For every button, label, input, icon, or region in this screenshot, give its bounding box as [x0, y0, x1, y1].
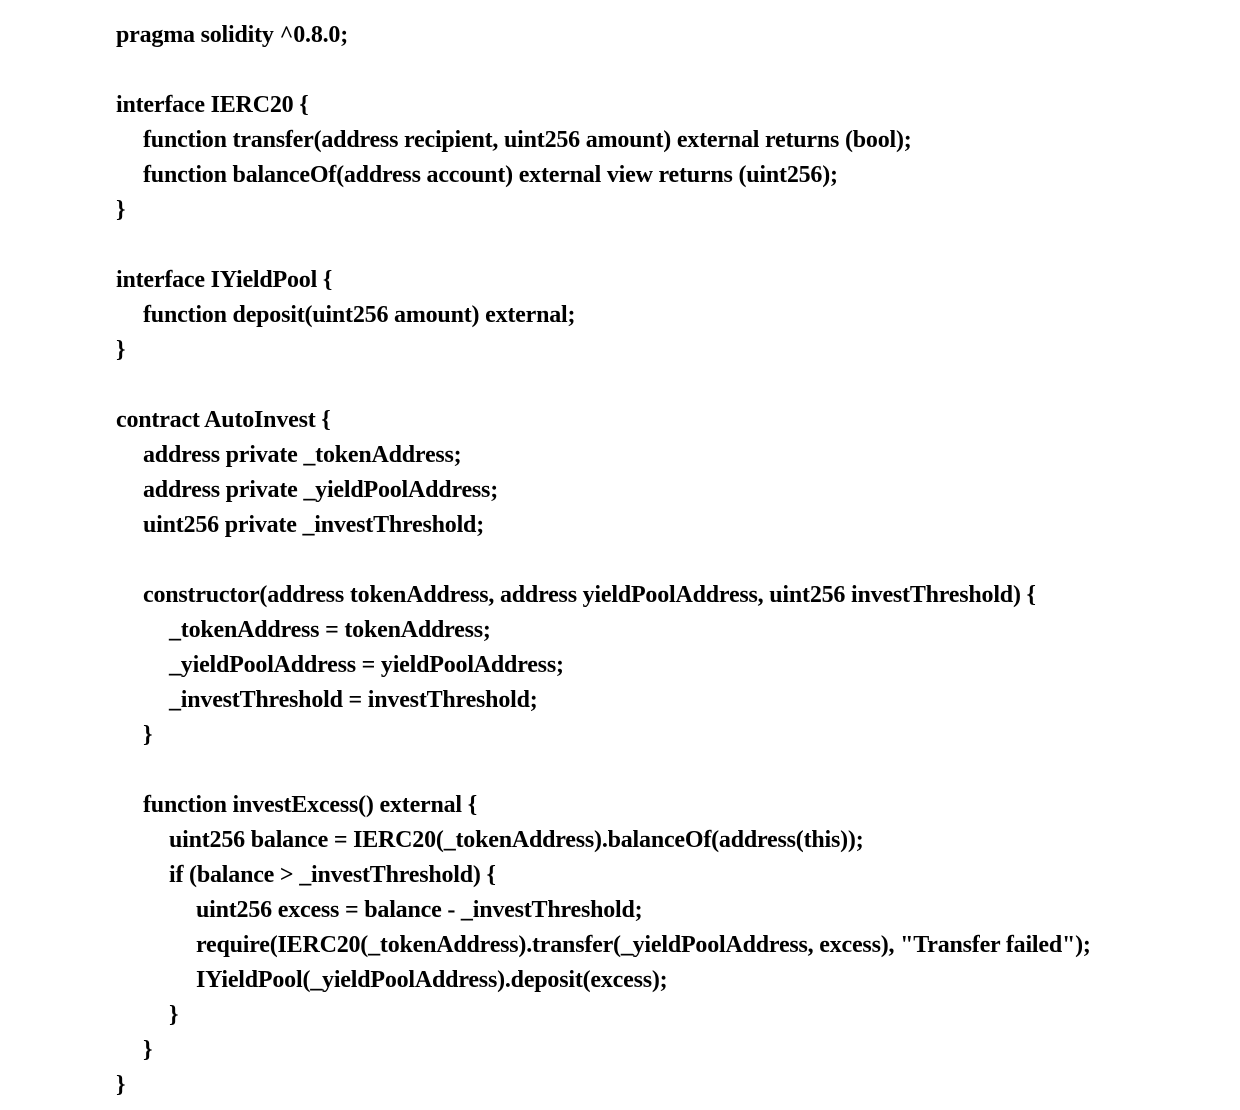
code-line: } [143, 1037, 153, 1063]
blank-line [116, 368, 1226, 403]
code-line: } [116, 197, 126, 223]
code-line: constructor(address tokenAddress, address yieldPoolAddress, uint256 investThreshold) { [143, 582, 1036, 608]
code-line: _investThreshold = investThreshold; [169, 687, 538, 713]
code-line: } [169, 1002, 179, 1028]
code-line: IYieldPool(_yieldPoolAddress).deposit(excess); [196, 967, 668, 993]
code-line: _yieldPoolAddress = yieldPoolAddress; [169, 652, 564, 678]
code-line: function balanceOf(address account) external view returns (uint256); [143, 162, 838, 188]
blank-line [116, 228, 1226, 263]
code-line: _tokenAddress = tokenAddress; [169, 617, 491, 643]
code-line: address private _tokenAddress; [143, 442, 462, 468]
code-line: interface IYieldPool { [116, 267, 333, 293]
code-line: function transfer(address recipient, uint256 amount) external returns (bool); [143, 127, 912, 153]
code-document [116, 18, 1226, 1103]
code-line: require(IERC20(_tokenAddress).transfer(_yieldPoolAddress, excess), "Transfer failed"); [196, 932, 1091, 958]
code-line: interface IERC20 { [116, 92, 309, 118]
blank-line [116, 543, 1226, 578]
code-line: contract AutoInvest { [116, 407, 331, 433]
code-line: uint256 excess = balance - _investThreshold; [196, 897, 643, 923]
code-line: uint256 private _investThreshold; [143, 512, 484, 538]
code-line: } [116, 337, 126, 363]
code-line: pragma solidity ^0.8.0; [116, 22, 349, 48]
blank-line [116, 53, 1226, 88]
blank-line [116, 753, 1226, 788]
code-line: address private _yieldPoolAddress; [143, 477, 498, 503]
code-line: if (balance > _investThreshold) { [169, 862, 496, 888]
code-line: function investExcess() external { [143, 792, 477, 818]
code-line: } [116, 1072, 126, 1098]
code-line: function deposit(uint256 amount) external; [143, 302, 576, 328]
code-line: uint256 balance = IERC20(_tokenAddress).balanceOf(address(this)); [169, 827, 864, 853]
code-line: } [143, 722, 153, 748]
